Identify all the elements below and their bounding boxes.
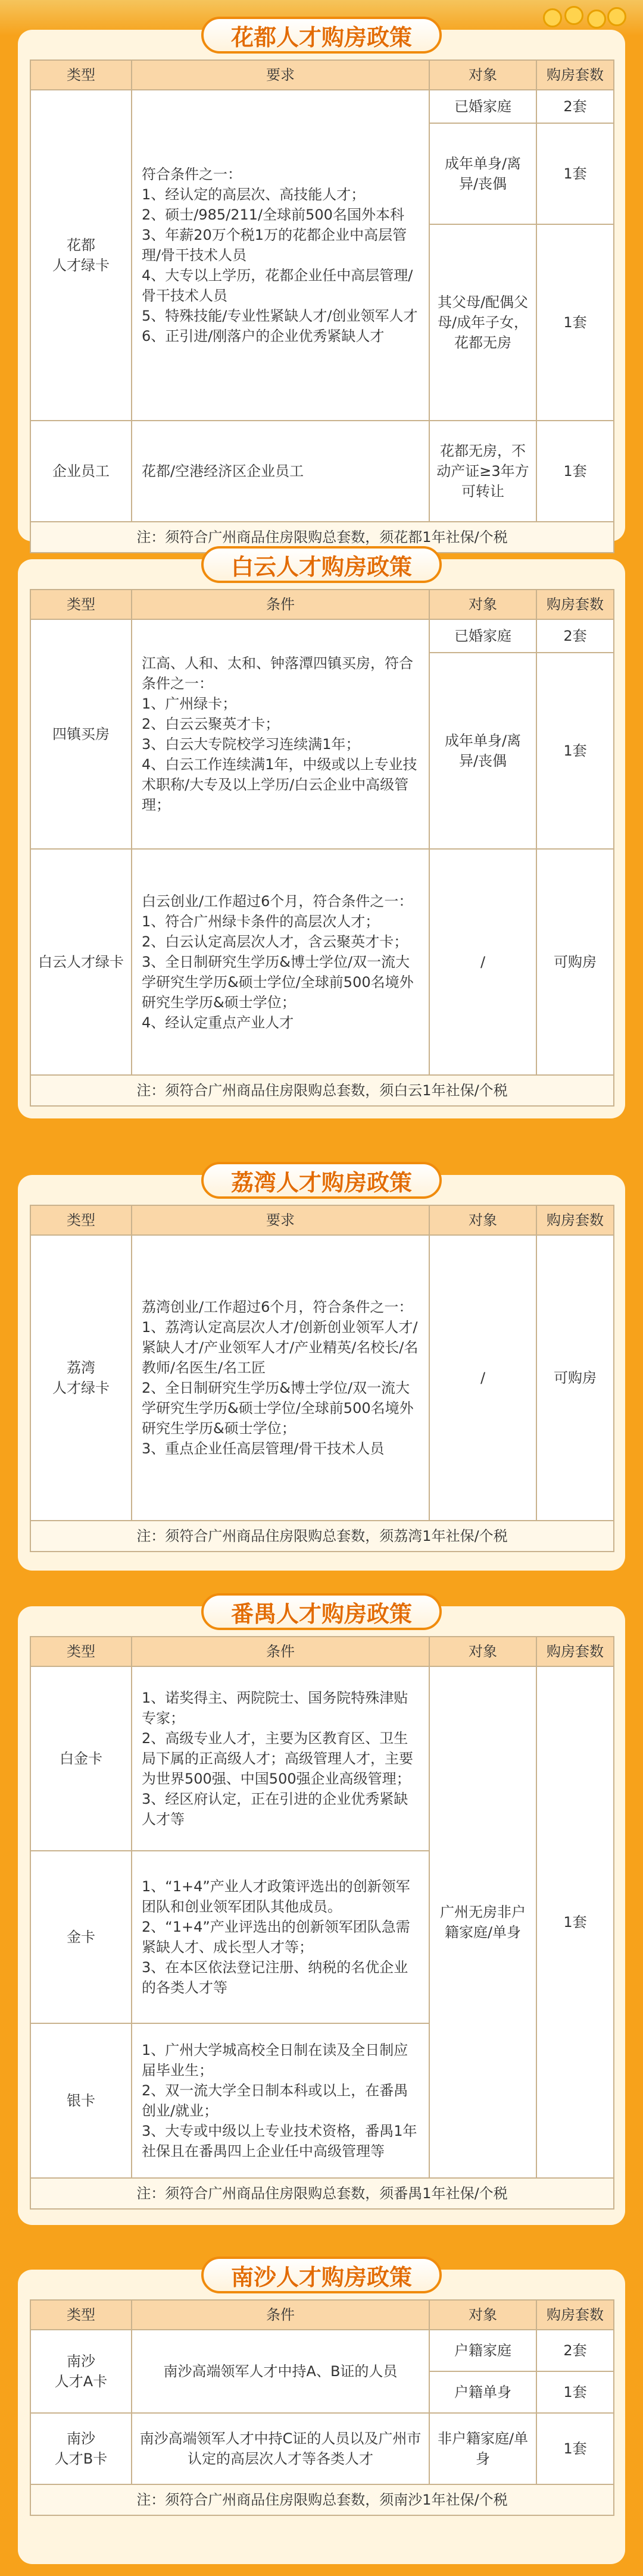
section-title: 白云人才购房政策 bbox=[201, 546, 442, 583]
target-cell: / bbox=[429, 1235, 536, 1521]
note-row bbox=[30, 1521, 614, 1552]
quota-cell: 1套 bbox=[536, 224, 614, 421]
note-row bbox=[30, 2178, 614, 2209]
requirement-cell: 南沙高端领军人才中持C证的人员以及广州市认定的高层次人才等各类人才 bbox=[132, 2413, 429, 2484]
table-row bbox=[30, 849, 614, 1075]
target-cell: / bbox=[429, 849, 536, 1075]
table-header-row bbox=[30, 60, 614, 90]
type-cell: 企业员工 bbox=[30, 421, 132, 522]
header-cell: 对象 bbox=[429, 1637, 536, 1666]
policy-table bbox=[30, 2299, 614, 2516]
header-cell: 要求 bbox=[132, 60, 429, 90]
quota-cell: 2套 bbox=[536, 2330, 614, 2371]
target-cell: 户籍家庭 bbox=[429, 2330, 536, 2371]
target-cell: 户籍单身 bbox=[429, 2371, 536, 2413]
quota-cell: 可购房 bbox=[536, 1235, 614, 1521]
note-text: 注：须符合广州商品住房限购总套数，须番禺1年社保/个税 bbox=[30, 2178, 614, 2209]
table-header-row bbox=[30, 1637, 614, 1666]
header-cell: 条件 bbox=[132, 590, 429, 619]
table-row bbox=[30, 619, 614, 653]
requirement-cell: 符合条件之一： 1、经认定的高层次、高技能人才； 2、硕士/985/211/全球前500名国外本科 3、年薪20万个税1万的花都企业中高层管理/骨干技术人员 4、大专以上学历，花都企业任中高层管理/骨干技术人员 5、特殊技能/专业性紧缺人才/创业领军人才 6、正引进/刚落户的企业优秀紧缺人才 bbox=[132, 90, 429, 421]
type-cell: 四镇买房 bbox=[30, 619, 132, 849]
requirement-cell: 1、“1+4”产业人才政策评选出的创新领军团队和创业领军团队其他成员。 2、“1+4”产业评选出的创新领军团队急需紧缺人才、成长型人才等； 3、在本区依法登记注册、纳税的名优企业的各类人才等 bbox=[132, 1851, 429, 2023]
policy-table bbox=[30, 59, 614, 553]
quota-cell: 1套 bbox=[536, 421, 614, 522]
target-cell: 成年单身/离异/丧偶 bbox=[429, 123, 536, 224]
section-baiyun bbox=[18, 553, 625, 1118]
note-text: 注：须符合广州商品住房限购总套数，须花都1年社保/个税 bbox=[30, 522, 614, 553]
header-cell: 对象 bbox=[429, 1205, 536, 1235]
note-text: 注：须符合广州商品住房限购总套数，须荔湾1年社保/个税 bbox=[30, 1521, 614, 1552]
target-cell: 广州无房非户籍家庭/单身 bbox=[429, 1666, 536, 2178]
requirement-cell: 南沙高端领军人才中持A、B证的人员 bbox=[132, 2330, 429, 2413]
quota-cell: 1套 bbox=[536, 2371, 614, 2413]
table-row bbox=[30, 2413, 614, 2484]
policy-table bbox=[30, 1636, 614, 2210]
quota-cell: 1套 bbox=[536, 1666, 614, 2178]
header-cell: 类型 bbox=[30, 60, 132, 90]
coin-decoration-icon bbox=[537, 5, 626, 29]
header-cell: 类型 bbox=[30, 1637, 132, 1666]
table-header-row bbox=[30, 590, 614, 619]
type-cell: 白云人才绿卡 bbox=[30, 849, 132, 1075]
type-cell: 荔湾 人才绿卡 bbox=[30, 1235, 132, 1521]
quota-cell: 1套 bbox=[536, 2413, 614, 2484]
type-cell: 金卡 bbox=[30, 1851, 132, 2023]
header-cell: 购房套数 bbox=[536, 2300, 614, 2330]
header-cell: 对象 bbox=[429, 2300, 536, 2330]
requirement-cell: 江高、人和、太和、钟落潭四镇买房，符合条件之一： 1、广州绿卡； 2、白云云聚英才卡； 3、白云大专院校学习连续满1年； 4、白云工作连续满1年，中级或以上专业技术职称/大专及以上学历/白云企业中高级管理； bbox=[132, 619, 429, 849]
table-row bbox=[30, 1666, 614, 1851]
table-row bbox=[30, 421, 614, 522]
requirement-cell: 荔湾创业/工作超过6个月，符合条件之一： 1、荔湾认定高层次人才/创新创业领军人才/紧缺人才/产业领军人才/产业精英/名校长/名教师/名医生/名工匠 2、全日制研究生学历&博士学位/双一流大学研究生学历&硕士学位/全球前500名境外研究生学历&硕士学位； 3、重点企业任高层管理/骨干技术人员 bbox=[132, 1235, 429, 1521]
quota-cell: 2套 bbox=[536, 619, 614, 653]
requirement-cell: 花都/空港经济区企业员工 bbox=[132, 421, 429, 522]
target-cell: 其父母/配偶父母/成年子女，花都无房 bbox=[429, 224, 536, 421]
requirement-cell: 白云创业/工作超过6个月，符合条件之一： 1、符合广州绿卡条件的高层次人才； 2、白云认定高层次人才，含云聚英才卡； 3、全日制研究生学历&博士学位/双一流大学研究生学历&硕士学位/全球前500名境外研究生学历&硕士学位； 4、经认定重点产业人才 bbox=[132, 849, 429, 1075]
table-row bbox=[30, 90, 614, 123]
table-header-row bbox=[30, 1205, 614, 1235]
section-title: 花都人才购房政策 bbox=[201, 17, 442, 54]
note-row bbox=[30, 2484, 614, 2515]
header-cell: 类型 bbox=[30, 2300, 132, 2330]
target-cell: 非户籍家庭/单身 bbox=[429, 2413, 536, 2484]
type-cell: 银卡 bbox=[30, 2023, 132, 2178]
type-cell: 南沙 人才A卡 bbox=[30, 2330, 132, 2413]
policy-table bbox=[30, 589, 614, 1107]
requirement-cell: 1、诺奖得主、两院院士、国务院特殊津贴专家； 2、高级专业人才，主要为区教育区、卫生局下属的正高级人才；高级管理人才，主要为世界500强、中国500强企业高级管理； 3、经区府认定，正在引进的企业优秀紧缺人才等 bbox=[132, 1666, 429, 1851]
quota-cell: 1套 bbox=[536, 653, 614, 849]
header-cell: 购房套数 bbox=[536, 1205, 614, 1235]
note-row bbox=[30, 1075, 614, 1106]
table-header-row bbox=[30, 2300, 614, 2330]
quota-cell: 2套 bbox=[536, 90, 614, 123]
header-cell: 类型 bbox=[30, 1205, 132, 1235]
target-cell: 已婚家庭 bbox=[429, 619, 536, 653]
header-cell: 购房套数 bbox=[536, 590, 614, 619]
quota-cell: 可购房 bbox=[536, 849, 614, 1075]
type-cell: 花都 人才绿卡 bbox=[30, 90, 132, 421]
header-cell: 类型 bbox=[30, 590, 132, 619]
section-nansha bbox=[18, 2264, 625, 2564]
target-cell: 花都无房，不动产证≥3年方可转让 bbox=[429, 421, 536, 522]
type-cell: 白金卡 bbox=[30, 1666, 132, 1851]
quota-cell: 1套 bbox=[536, 123, 614, 224]
header-cell: 购房套数 bbox=[536, 1637, 614, 1666]
section-title: 番禺人才购房政策 bbox=[201, 1593, 442, 1630]
table-row bbox=[30, 2330, 614, 2371]
target-cell: 成年单身/离异/丧偶 bbox=[429, 653, 536, 849]
type-cell: 南沙 人才B卡 bbox=[30, 2413, 132, 2484]
section-liwan bbox=[18, 1169, 625, 1571]
target-cell: 已婚家庭 bbox=[429, 90, 536, 123]
header-cell: 要求 bbox=[132, 1205, 429, 1235]
header-cell: 对象 bbox=[429, 60, 536, 90]
header-cell: 条件 bbox=[132, 2300, 429, 2330]
header-cell: 对象 bbox=[429, 590, 536, 619]
section-title: 荔湾人才购房政策 bbox=[201, 1162, 442, 1199]
note-text: 注：须符合广州商品住房限购总套数，须白云1年社保/个税 bbox=[30, 1075, 614, 1106]
section-panyu bbox=[18, 1600, 625, 2225]
header-cell: 条件 bbox=[132, 1637, 429, 1666]
section-title: 南沙人才购房政策 bbox=[201, 2257, 442, 2293]
note-text: 注：须符合广州商品住房限购总套数，须南沙1年社保/个税 bbox=[30, 2484, 614, 2515]
table-row bbox=[30, 1235, 614, 1521]
section-huadu bbox=[18, 24, 625, 546]
requirement-cell: 1、广州大学城高校全日制在读及全日制应届毕业生； 2、双一流大学全日制本科或以上，在番禺创业/就业； 3、大专或中级以上专业技术资格，番禺1年社保且在番禺四上企业任中高级管理等 bbox=[132, 2023, 429, 2178]
header-cell: 购房套数 bbox=[536, 60, 614, 90]
policy-table bbox=[30, 1205, 614, 1552]
